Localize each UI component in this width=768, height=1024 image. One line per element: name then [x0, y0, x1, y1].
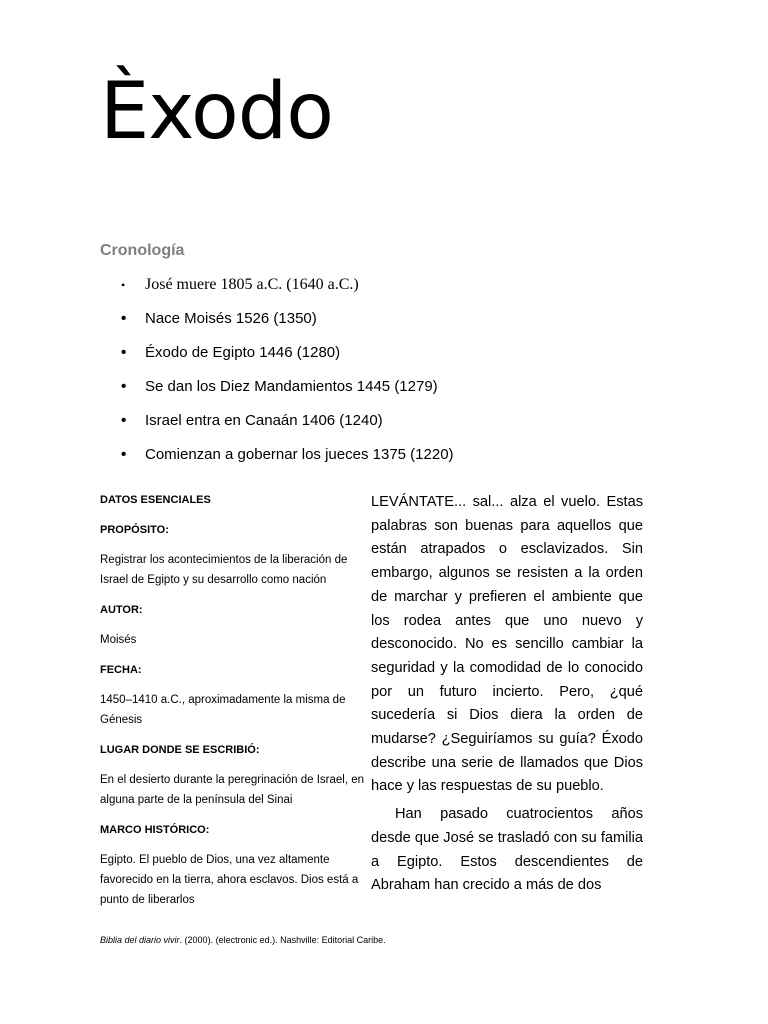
date-text: 1450–1410 a.C., aproximadamente la misma de Génesis	[100, 694, 346, 726]
purpose-text: Registrar los acontecimientos de la liberación de Israel de Egipto y su desarrollo como nación	[100, 554, 348, 586]
chronology-item	[100, 440, 660, 474]
citation-work: Biblia del diario vivir	[100, 935, 180, 945]
facts-heading: DATOS ESENCIALES	[100, 494, 211, 506]
chronology-item-text: Nace Moisés 1526 (1350)	[145, 310, 317, 327]
chronology-item	[100, 372, 660, 406]
chronology-heading: Cronología	[100, 242, 185, 259]
bullet-icon: •	[121, 310, 127, 327]
narrative-paragraph: Han pasado cuatrocientos años desde que José se trasladó con su familia a Egipto. Estos descendientes de Abraham han crecido a más de dos	[371, 806, 643, 894]
key-facts-column	[100, 490, 372, 910]
chronology-item	[100, 406, 660, 440]
setting-text: Egipto. El pueblo de Dios, una vez altamente favorecido en la tierra, ahora esclavos. Dios está a punto de liberarlos	[100, 854, 359, 906]
narrative-column	[371, 491, 643, 898]
place-label: LUGAR DONDE SE ESCRIBIÓ:	[100, 744, 260, 756]
bullet-icon: •	[121, 344, 127, 361]
chronology-item-text: Israel entra en Canaán 1406 (1240)	[145, 412, 383, 429]
place-text: En el desierto durante la peregrinación de Israel, en alguna parte de la península del Sinai	[100, 774, 365, 806]
chronology-item-text: Se dan los Diez Mandamientos 1445 (1279)	[145, 378, 438, 395]
bullet-icon: •	[121, 412, 127, 429]
narrative-paragraph: LEVÁNTATE... sal... alza el vuelo. Estas palabras son buenas para aquellos que están atrapados o esclavizados. Sin embargo, algunos se resisten a la orden de marchar y prefieren el ambiente que los rodea antes que uno nuevo y desconocido. No es sencillo cambiar la seguridad y la comodidad de lo conocido por un futuro incierto. Pero, ¿qué sucedería si Dios diera la orden de mudarse? ¿Seguiríamos su guía? Éxodo describe una serie de llamados que Dios hace y las respuestas de su pueblo.	[371, 494, 643, 795]
bullet-icon: •	[121, 446, 127, 463]
purpose-label: PROPÓSITO:	[100, 524, 169, 536]
bullet-icon: •	[121, 378, 127, 395]
author-label: AUTOR:	[100, 604, 143, 616]
chronology-item	[100, 270, 660, 304]
author-text: Moisés	[100, 634, 137, 646]
chronology-item-text: José muere 1805 a.C. (1640 a.C.)	[145, 276, 359, 293]
citation-details: . (2000). (electronic ed.). Nashville: Editorial Caribe.	[179, 935, 386, 945]
setting-label: MARCO HISTÓRICO:	[100, 824, 210, 836]
chronology-list	[100, 270, 660, 474]
date-label: FECHA:	[100, 664, 142, 676]
chronology-item	[100, 338, 660, 372]
chronology-item-text: Comienzan a gobernar los jueces 1375 (1220)	[145, 446, 454, 463]
chronology-item	[100, 304, 660, 338]
citation	[100, 935, 386, 945]
bullet-icon: •	[121, 278, 126, 292]
page-title: Èxodo	[100, 67, 333, 157]
chronology-item-text: Éxodo de Egipto 1446 (1280)	[145, 344, 341, 361]
